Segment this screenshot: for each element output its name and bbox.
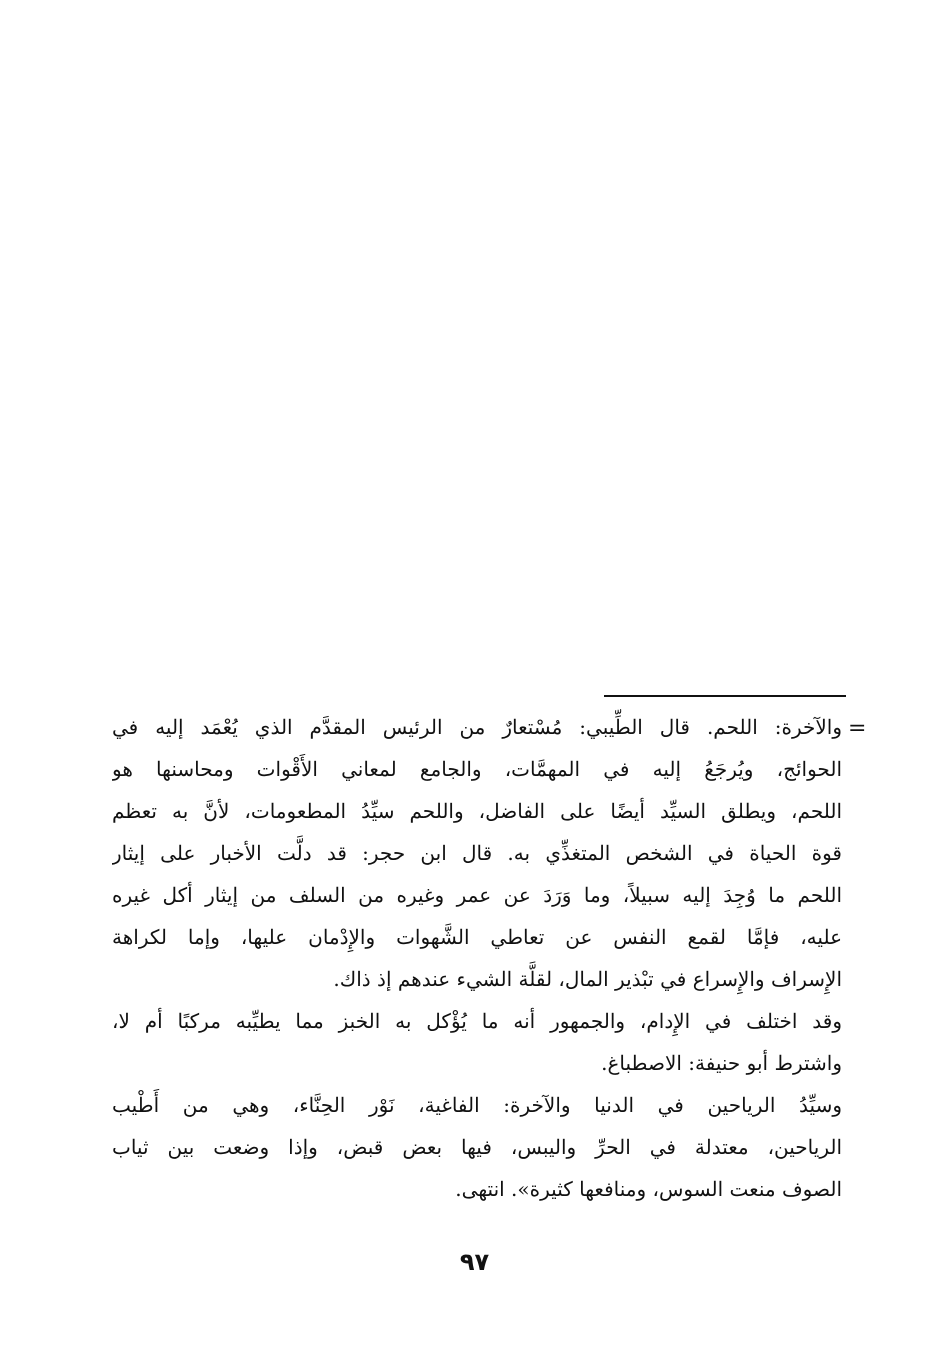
footnote-text (112, 706, 842, 1210)
footnote-line: الحوائج، ويُرجَعُ إليه في المهمَّات، والجامع لمعاني الأَقْوات ومحاسنها هو (112, 757, 842, 781)
footnote-line: وسيِّدُ الرياحين في الدنيا والآخرة: الفاغية، نَوْر الحِنَّاء، وهي من أَطْيب (112, 1093, 842, 1117)
footnote-line: قوة الحياة في الشخص المتغذِّي به. قال ابن حجر: قد دلَّت الأخبار على إيثار (112, 841, 842, 865)
footnote-continuation-mark: = (848, 716, 867, 741)
footnote-line: الإِسراف والإِسراع في تبْذير المال، لقلَّة الشيء عندهم إذ ذاك. (333, 967, 842, 991)
footnote-line: الرياحين، معتدلة في الحرِّ واليبس، فيها بعض قبض، وإذا وضعت بين ثياب (112, 1135, 842, 1159)
footnote-line: واشترط أبو حنيفة: الاصطباغ. (601, 1051, 842, 1075)
page-number: ٩٧ (459, 1248, 490, 1276)
footnote-line: عليه، فإمَّا لقمع النفس عن تعاطي الشَّهوات والإِدْمان عليها، وإما لكراهة (112, 925, 842, 949)
footnote-line: وقد اختلف في الإِدام، والجمهور أنه ما يُؤْكل به الخبز مما يطيِّبه مركبًا أم لا، (112, 1009, 842, 1033)
footnote-line: الصوف منعت السوس، ومنافعها كثيرة». انتهى. (455, 1177, 842, 1201)
footnote-line: اللحم ما وُجِدَ إليه سبيلاً، وما وَرَدَ عن عمر وغيره من السلف من إيثار أكل غيره (112, 883, 842, 907)
footnote-separator-rule (604, 695, 846, 697)
footnote-line: اللحم، ويطلق السيِّد أيضًا على الفاضل، واللحم سيِّدُ المطعومات، لأنَّ به تعظم (112, 799, 842, 823)
footnote-line: والآخرة: اللحم. قال الطِّيبي: مُسْتعارٌ من الرئيس المقدَّم الذي يُعْمَد إليه في (112, 715, 842, 739)
